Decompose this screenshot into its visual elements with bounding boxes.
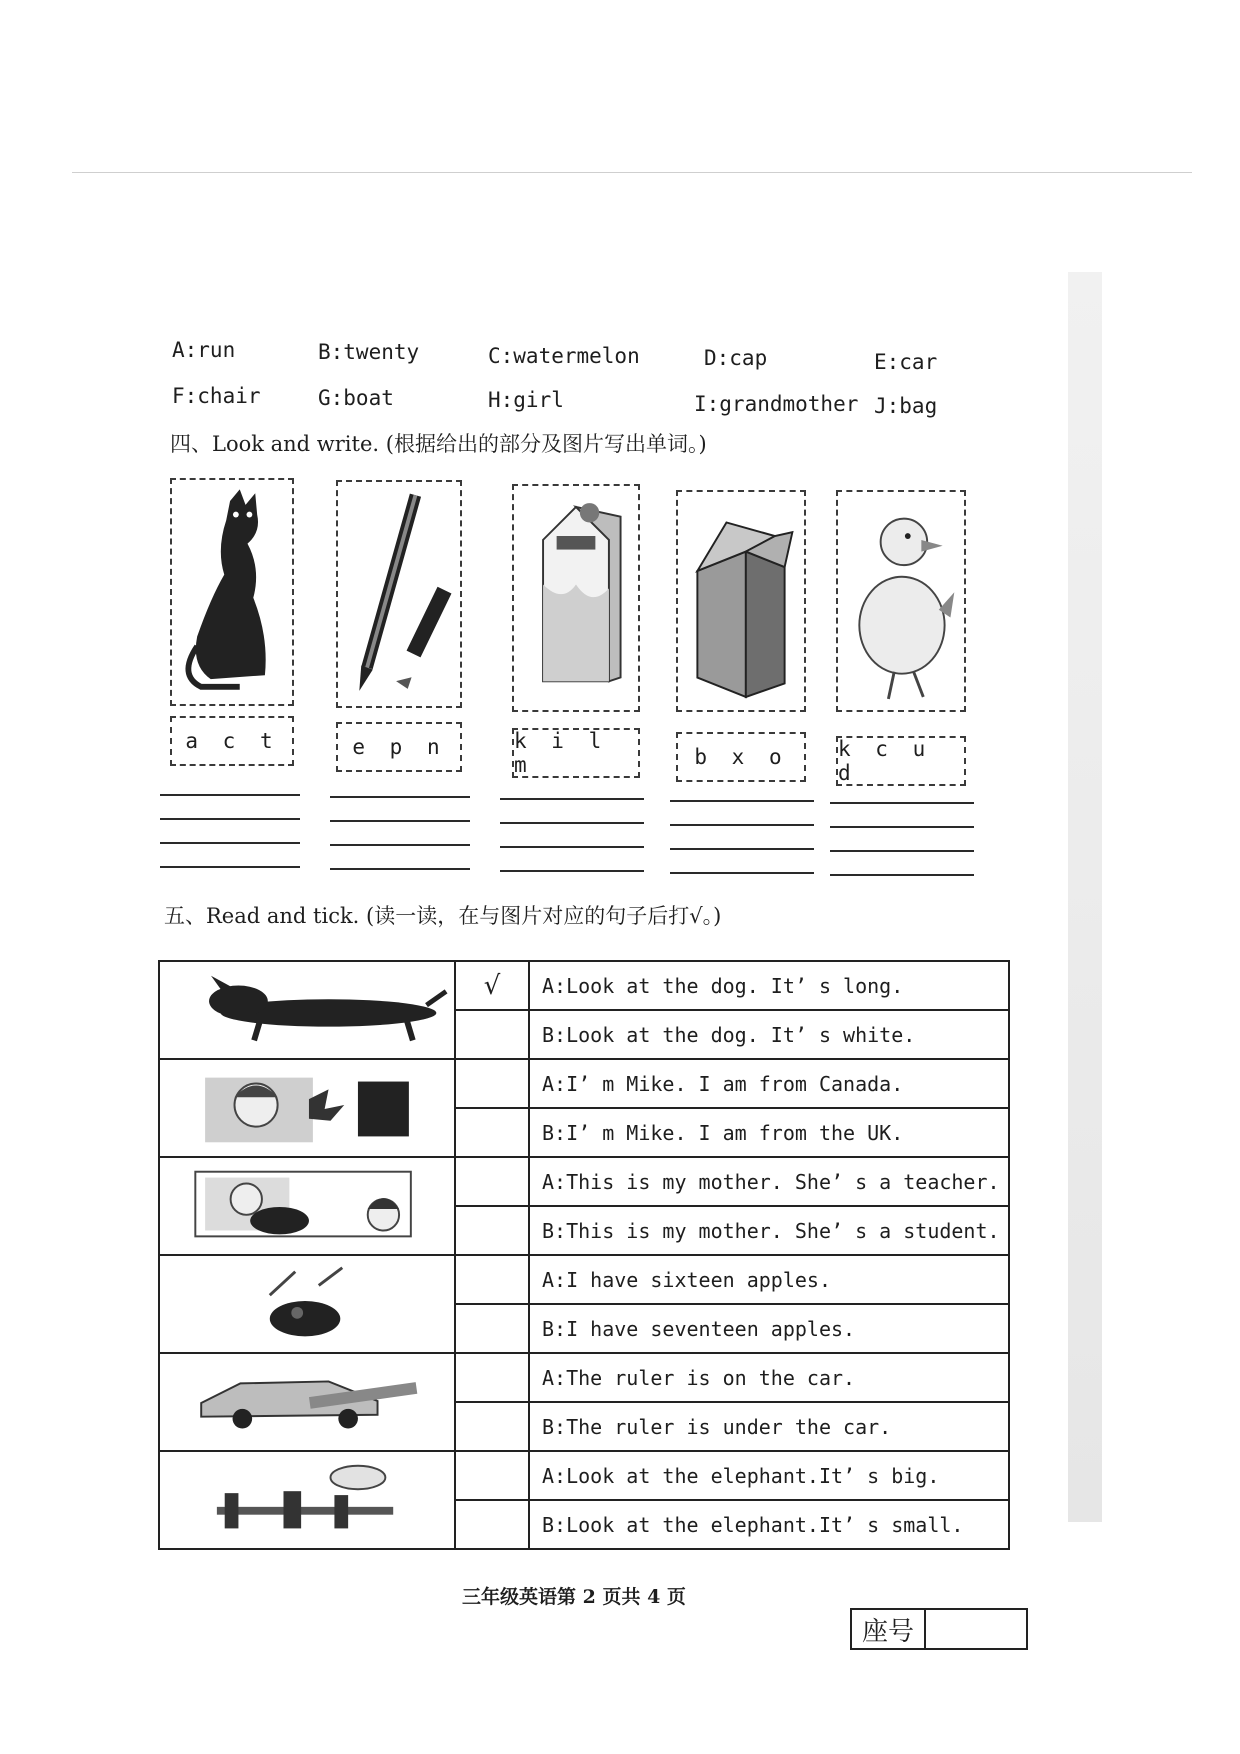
- seat-number-field[interactable]: [926, 1610, 1026, 1648]
- seat-number-label: 座号: [852, 1610, 926, 1648]
- sentence-3b: B:This is my mother. She’ s a student.: [529, 1206, 1009, 1255]
- sentence-3a: A:This is my mother. She’ s a teacher.: [529, 1157, 1009, 1206]
- sentence-6b: B:Look at the elephant.It’ s small.: [529, 1500, 1009, 1549]
- tick-cell-4a[interactable]: [455, 1255, 529, 1304]
- letters-box-3: k i l m: [512, 728, 640, 778]
- sentence-4a: A:I have sixteen apples.: [529, 1255, 1009, 1304]
- section4-number: 四、: [170, 432, 212, 456]
- option-e: E:car: [874, 350, 938, 374]
- option-d: D:cap: [704, 346, 768, 370]
- dog-illustration: [160, 962, 454, 1058]
- table-row: [159, 1255, 1009, 1304]
- ruler-and-car-illustration: [160, 1354, 454, 1450]
- letters-box-5: k c u d: [836, 736, 966, 786]
- picture-pen: [336, 480, 462, 708]
- table-row: [159, 961, 1009, 1010]
- sentence-2a: A:I’ m Mike. I am from Canada.: [529, 1059, 1009, 1108]
- section5-heading: [164, 900, 721, 930]
- sentence-4b: B:I have seventeen apples.: [529, 1304, 1009, 1353]
- section5-number: 五、: [164, 904, 206, 928]
- option-i: I:grandmother: [694, 392, 859, 416]
- tick-cell-5a[interactable]: [455, 1353, 529, 1402]
- tick-cell-3a[interactable]: [455, 1157, 529, 1206]
- duck-illustration: [838, 492, 964, 710]
- option-c: C:watermelon: [488, 344, 640, 368]
- box-illustration: [678, 492, 804, 710]
- picture-box: [676, 490, 806, 712]
- top-rule: [72, 172, 1192, 173]
- read-and-tick-table: [158, 960, 1010, 1550]
- tick-cell-2b[interactable]: [455, 1108, 529, 1157]
- page-footer: 三年级英语第 2 页共 4 页: [462, 1586, 686, 1608]
- tick-cell-1a[interactable]: √: [455, 961, 529, 1010]
- picture-milk: [512, 484, 640, 712]
- tick-cell-2a[interactable]: [455, 1059, 529, 1108]
- tick-cell-6b[interactable]: [455, 1500, 529, 1549]
- picture-cat: [170, 478, 294, 706]
- row-picture-apples: [159, 1255, 455, 1353]
- table-row: [159, 1353, 1009, 1402]
- option-h: H:girl: [488, 388, 564, 412]
- elephant-illustration: [160, 1452, 454, 1548]
- table-row: [159, 1059, 1009, 1108]
- bleed-through-band: [1068, 272, 1102, 1522]
- apples-illustration: [160, 1256, 454, 1352]
- option-a: A:run: [172, 338, 236, 362]
- boy-and-maple-leaf-illustration: [160, 1060, 454, 1156]
- section4-title: Look and write.: [212, 432, 380, 456]
- row-picture-dog: [159, 961, 455, 1059]
- sentence-5a: A:The ruler is on the car.: [529, 1353, 1009, 1402]
- sentence-2b: B:I’ m Mike. I am from the UK.: [529, 1108, 1009, 1157]
- section4-instruction: (根据给出的部分及图片写出单词。): [385, 432, 707, 456]
- letters-box-4: b x o: [676, 732, 806, 782]
- tick-cell-5b[interactable]: [455, 1402, 529, 1451]
- row-picture-teacher: [159, 1157, 455, 1255]
- option-g: G:boat: [318, 386, 394, 410]
- milk-carton-illustration: [514, 486, 638, 710]
- sentence-1a: A:Look at the dog. It’ s long.: [529, 961, 1009, 1010]
- letters-box-1: a c t: [170, 716, 294, 766]
- teacher-illustration: [160, 1158, 454, 1254]
- tick-cell-6a[interactable]: [455, 1451, 529, 1500]
- table-row: [159, 1157, 1009, 1206]
- picture-duck: [836, 490, 966, 712]
- section4-heading: [170, 428, 707, 458]
- sentence-5b: B:The ruler is under the car.: [529, 1402, 1009, 1451]
- option-f: F:chair: [172, 384, 261, 408]
- row-picture-boy-canada: [159, 1059, 455, 1157]
- tick-cell-3b[interactable]: [455, 1206, 529, 1255]
- pen-illustration: [338, 482, 460, 706]
- tick-cell-4b[interactable]: [455, 1304, 529, 1353]
- seat-number-box: [850, 1608, 1028, 1650]
- section5-instruction: (读一读，在与图片对应的句子后打√。): [366, 904, 722, 928]
- option-b: B:twenty: [318, 340, 420, 364]
- option-j: J:bag: [874, 394, 938, 418]
- cat-illustration: [172, 480, 292, 704]
- letters-box-2: e p n: [336, 722, 462, 772]
- row-picture-ruler-car: [159, 1353, 455, 1451]
- sentence-6a: A:Look at the elephant.It’ s big.: [529, 1451, 1009, 1500]
- section5-title: Read and tick.: [206, 904, 360, 928]
- tick-cell-1b[interactable]: [455, 1010, 529, 1059]
- row-picture-elephant: [159, 1451, 455, 1549]
- table-row: [159, 1451, 1009, 1500]
- sentence-1b: B:Look at the dog. It’ s white.: [529, 1010, 1009, 1059]
